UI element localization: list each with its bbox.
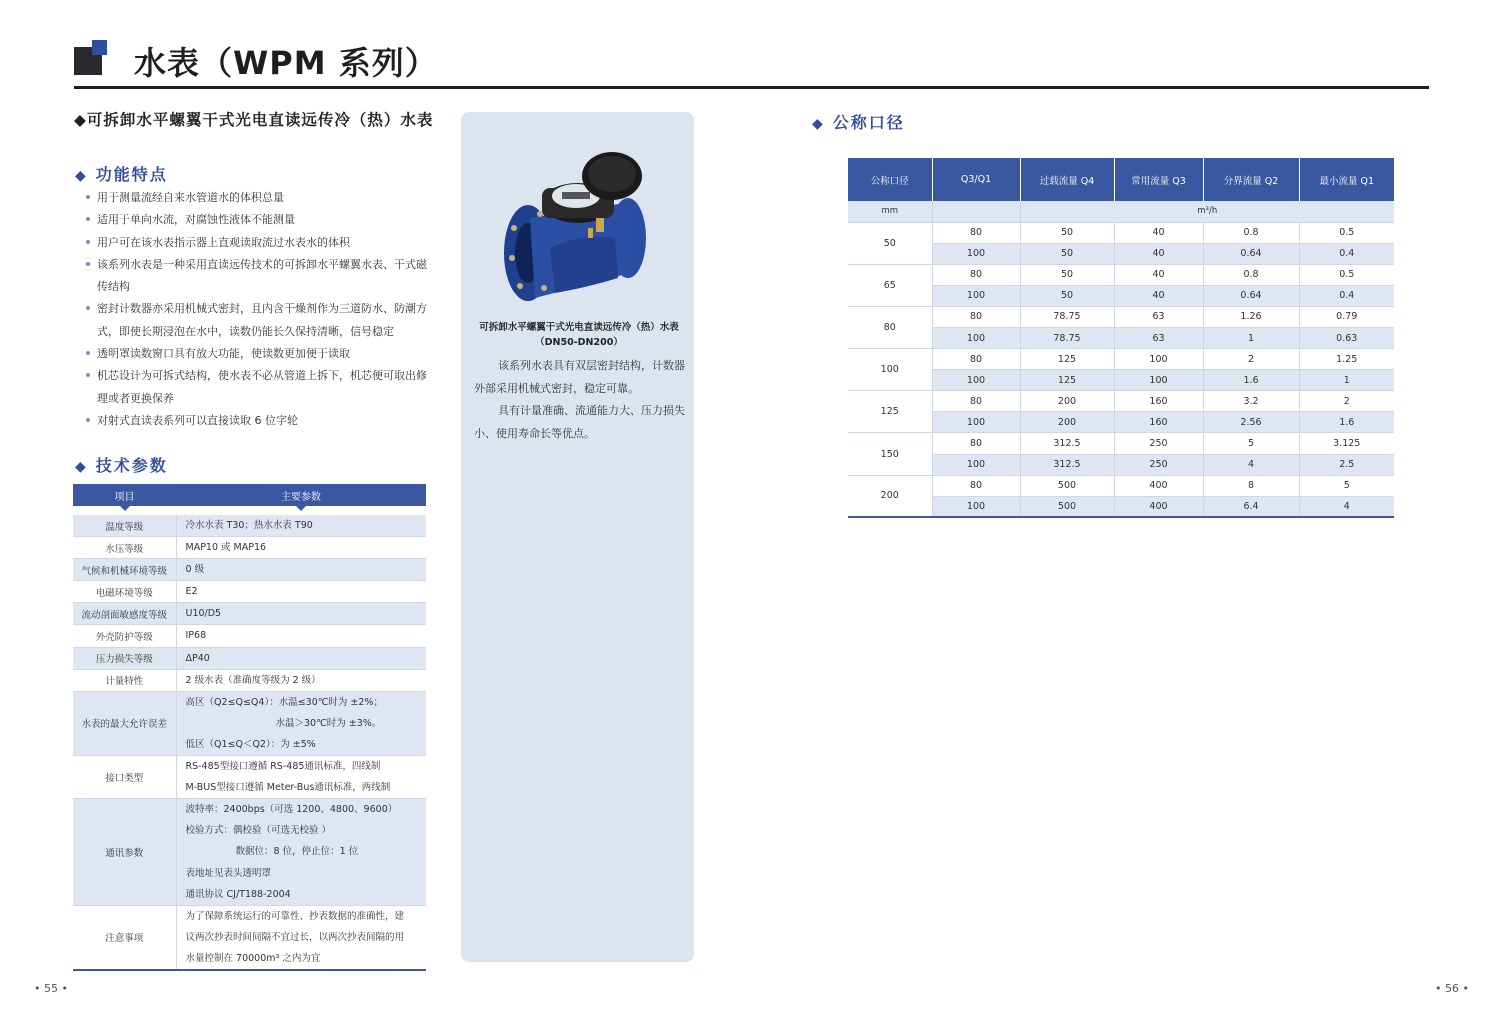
feature-item: 用于测量流经自来水管道水的体积总量	[86, 187, 436, 209]
tech-value-line: 2 级水表（准确度等级为 2 级）	[185, 674, 321, 686]
tech-value-line: ΔP40	[185, 652, 210, 664]
tech-key: 温度等级	[73, 515, 176, 537]
nominal-cell: 0.5	[1299, 222, 1394, 243]
tech-row	[73, 537, 426, 559]
nominal-dn: 50	[848, 222, 932, 264]
tech-value	[176, 691, 426, 755]
title-divider	[74, 86, 1429, 89]
nominal-cell: 40	[1114, 264, 1203, 285]
tech-value	[176, 603, 426, 625]
nominal-row	[848, 222, 1394, 243]
nominal-cell: 2	[1203, 349, 1299, 370]
tech-value-line: 水温＞30℃时为 ±3%。	[275, 717, 382, 729]
nominal-row	[848, 391, 1394, 412]
nominal-cell: 80	[932, 349, 1020, 370]
feature-item: 透明罩读数窗口具有放大功能，使读数更加便于读取	[86, 343, 436, 365]
nominal-cell: 100	[1114, 370, 1203, 391]
feature-item: 密封计数器亦采用机械式密封，且内含干燥剂作为三道防水、防潮方式，即使长期浸泡在水中，读数仍能长久保持清晰，信号稳定	[86, 298, 436, 343]
nominal-cell: 0.4	[1299, 243, 1394, 264]
nominal-cell: 78.75	[1020, 306, 1114, 327]
nominal-col-header: Q3/Q1	[932, 158, 1020, 201]
tech-value	[176, 799, 426, 905]
nominal-cell: 400	[1114, 475, 1203, 496]
nominal-cell: 80	[932, 306, 1020, 327]
product-description: 该系列水表具有双层密封结构，计数器外部采用机械式密封，稳定可靠。 具有计量准确、流通能力大、压力损失小、使用寿命长等优点。	[474, 359, 685, 440]
tech-row	[73, 603, 426, 625]
nominal-cell: 80	[932, 391, 1020, 412]
tech-value	[176, 559, 426, 581]
nominal-cell: 100	[932, 412, 1020, 433]
nominal-cell: 312.5	[1020, 433, 1114, 454]
nominal-cell: 50	[1020, 264, 1114, 285]
feature-item: 机芯设计为可拆式结构，使水表不必从管道上拆下，机芯便可取出修理或者更换保养	[86, 365, 436, 410]
tech-value-line: M-BUS型接口遵循 Meter-Bus通讯标准，两线制	[185, 782, 391, 794]
unit-mm: mm	[848, 201, 932, 222]
page-number-right: • 56 •	[1435, 982, 1469, 995]
nominal-cell: 2	[1299, 391, 1394, 412]
diamond-bullet-icon: ◆	[812, 116, 825, 132]
nominal-col-header: 公称口径	[848, 158, 932, 201]
nominal-cell: 1.6	[1203, 370, 1299, 391]
nominal-cell: 125	[1020, 370, 1114, 391]
nominal-cell: 250	[1114, 433, 1203, 454]
tech-row	[73, 905, 426, 970]
nominal-cell: 200	[1020, 391, 1114, 412]
tech-value	[176, 905, 426, 970]
diamond-bullet-icon: ◆	[75, 168, 88, 184]
tech-row	[73, 515, 426, 537]
tech-value	[176, 756, 426, 799]
nominal-cell: 1	[1203, 327, 1299, 348]
nominal-cell: 1.6	[1299, 412, 1394, 433]
tech-value-line: 0 级	[185, 564, 205, 576]
nominal-cell: 2.5	[1299, 454, 1394, 475]
tech-heading: ◆ 技术参数	[75, 456, 168, 475]
title-square-icon	[74, 40, 114, 80]
nominal-row	[848, 433, 1394, 454]
tech-key: 水表的最大允许误差	[73, 691, 176, 755]
nominal-cell: 3.2	[1203, 391, 1299, 412]
nominal-col-header: 最小流量 Q1	[1299, 158, 1394, 201]
nominal-cell: 63	[1114, 327, 1203, 348]
nominal-cell: 100	[932, 285, 1020, 306]
water-meter-image	[500, 148, 655, 310]
nominal-cell: 100	[932, 243, 1020, 264]
nominal-cell: 50	[1020, 243, 1114, 264]
tech-value	[176, 625, 426, 647]
tech-value-line: 通讯协议 CJ/T188-2004	[185, 888, 291, 900]
nominal-cell: 40	[1114, 285, 1203, 306]
nominal-cell: 1.25	[1299, 349, 1394, 370]
nominal-cell: 0.8	[1203, 222, 1299, 243]
nominal-cell: 5	[1299, 475, 1394, 496]
tech-key: 通讯参数	[73, 799, 176, 905]
tech-value	[176, 669, 426, 691]
tech-table	[73, 484, 426, 971]
tech-value-line: U10/D5	[185, 608, 222, 620]
nominal-cell: 100	[932, 370, 1020, 391]
nominal-cell: 100	[1114, 349, 1203, 370]
tech-value-line: E2	[185, 586, 198, 598]
diamond-bullet-icon: ◆	[75, 459, 88, 475]
nominal-cell: 100	[932, 454, 1020, 475]
tech-value	[176, 515, 426, 537]
nominal-cell: 80	[932, 264, 1020, 285]
features-heading: ◆ 功能特点	[75, 165, 168, 184]
tech-value-line: 低区（Q1≤Q＜Q2）：为 ±5%	[185, 738, 316, 750]
tech-row	[73, 625, 426, 647]
feature-item: 用户可在该水表指示器上直观读取流过水表水的体积	[86, 232, 436, 254]
nominal-dn: 80	[848, 306, 932, 348]
nominal-cell: 3.125	[1299, 433, 1394, 454]
nominal-cell: 160	[1114, 412, 1203, 433]
nominal-cell: 50	[1020, 285, 1114, 306]
tech-value-line: IP68	[185, 630, 207, 642]
nominal-cell: 63	[1114, 306, 1203, 327]
product-caption: 可拆卸水平螺翼干式光电直读远传冷（热）水表 （DN50-DN200）	[479, 322, 679, 348]
tech-row	[73, 691, 426, 755]
tech-row	[73, 756, 426, 799]
nominal-cell: 400	[1114, 496, 1203, 517]
tech-row	[73, 647, 426, 669]
nominal-cell: 0.79	[1299, 306, 1394, 327]
nominal-cell: 50	[1020, 222, 1114, 243]
nominal-cell: 2.56	[1203, 412, 1299, 433]
nominal-dn: 150	[848, 433, 932, 475]
nominal-cell: 40	[1114, 243, 1203, 264]
tech-value-line: 水量控制在 70000m³ 之内为宜	[185, 952, 321, 964]
nominal-dn: 200	[848, 475, 932, 517]
nominal-cell: 125	[1020, 349, 1114, 370]
tech-key: 接口类型	[73, 756, 176, 799]
tech-key: 气候和机械环境等级	[73, 559, 176, 581]
feature-item: 对射式直读表系列可以直接读取 6 位字轮	[86, 410, 436, 432]
nominal-heading: ◆ 公称口径	[812, 113, 905, 132]
tech-value-line: RS-485型接口遵循 RS-485通讯标准，四线制	[185, 761, 381, 773]
nominal-cell: 4	[1203, 454, 1299, 475]
nominal-cell: 200	[1020, 412, 1114, 433]
nominal-cell: 40	[1114, 222, 1203, 243]
product-name: ◆可拆卸水平螺翼干式光电直读远传冷（热）水表	[74, 111, 434, 129]
tech-row	[73, 559, 426, 581]
features-list	[86, 187, 436, 432]
tech-value-line: 高区（Q2≤Q≤Q4）：水温≤30℃时为 ±2%；	[185, 696, 383, 708]
nominal-dn: 125	[848, 391, 932, 433]
tech-key: 注意事项	[73, 905, 176, 970]
nominal-cell: 80	[932, 433, 1020, 454]
tech-value-line: 波特率：2400bps（可选 1200、4800、9600）	[185, 804, 398, 816]
nominal-cell: 312.5	[1020, 454, 1114, 475]
nominal-cell: 4	[1299, 496, 1394, 517]
tech-key: 压力损失等级	[73, 647, 176, 669]
nominal-row	[848, 475, 1394, 496]
nominal-cell: 78.75	[1020, 327, 1114, 348]
nominal-dn: 65	[848, 264, 932, 306]
tech-value	[176, 581, 426, 603]
tech-value	[176, 647, 426, 669]
nominal-col-header: 分界流量 Q2	[1203, 158, 1299, 201]
nominal-col-header: 常用流量 Q3	[1114, 158, 1203, 201]
tech-key: 流动剖面敏感度等级	[73, 603, 176, 625]
nominal-cell: 8	[1203, 475, 1299, 496]
nominal-cell: 0.64	[1203, 285, 1299, 306]
tech-value-line: 议两次抄表时间间隔不宜过长，以两次抄表间隔的用	[185, 931, 405, 943]
nominal-cell: 80	[932, 475, 1020, 496]
nominal-cell: 500	[1020, 475, 1114, 496]
tech-key: 水压等级	[73, 537, 176, 559]
unit-flow: m³/h	[1020, 201, 1394, 222]
nominal-cell: 0.4	[1299, 285, 1394, 306]
nominal-dn: 100	[848, 349, 932, 391]
tech-value-line: 冷水水表 T30；热水水表 T90	[185, 520, 313, 531]
nominal-cell: 0.8	[1203, 264, 1299, 285]
tech-value	[176, 537, 426, 559]
feature-item: 该系列水表是一种采用直读远传技术的可拆卸水平螺翼水表、干式磁传结构	[86, 254, 436, 299]
tech-col-params: 主要参数	[176, 484, 426, 506]
tech-value-line: 表地址见表头透明罩	[185, 867, 272, 879]
nominal-cell: 80	[932, 222, 1020, 243]
nominal-cell: 0.63	[1299, 327, 1394, 348]
nominal-cell: 6.4	[1203, 496, 1299, 517]
tech-key: 电磁环境等级	[73, 581, 176, 603]
nominal-cell: 160	[1114, 391, 1203, 412]
nominal-cell: 5	[1203, 433, 1299, 454]
nominal-row	[848, 349, 1394, 370]
tech-value-line: 校验方式：偶校验（可选无校验 ）	[185, 825, 332, 837]
nominal-cell: 0.64	[1203, 243, 1299, 264]
tech-key: 外壳防护等级	[73, 625, 176, 647]
tech-row	[73, 581, 426, 603]
page-title: 水表（WPM 系列）	[134, 44, 438, 82]
nominal-cell: 250	[1114, 454, 1203, 475]
nominal-cell: 500	[1020, 496, 1114, 517]
nominal-table	[848, 158, 1394, 518]
nominal-row	[848, 306, 1394, 327]
nominal-cell: 100	[932, 327, 1020, 348]
tech-value-line: 为了保障系统运行的可靠性、抄表数据的准确性，建	[185, 910, 405, 922]
tech-value-line: MAP10 或 MAP16	[185, 542, 267, 554]
nominal-cell: 1	[1299, 370, 1394, 391]
nominal-cell: 1.26	[1203, 306, 1299, 327]
nominal-cell: 0.5	[1299, 264, 1394, 285]
nominal-row	[848, 264, 1394, 285]
tech-key: 计量特性	[73, 669, 176, 691]
tech-value-line: 数据位：8 位，停止位：1 位	[235, 846, 359, 858]
tech-row	[73, 669, 426, 691]
tech-col-item: 项目	[73, 484, 176, 506]
nominal-col-header: 过载流量 Q4	[1020, 158, 1114, 201]
feature-item: 适用于单向水流，对腐蚀性液体不能测量	[86, 209, 436, 231]
page-number-left: • 55 •	[34, 982, 68, 995]
nominal-cell: 100	[932, 496, 1020, 517]
tech-row	[73, 799, 426, 905]
